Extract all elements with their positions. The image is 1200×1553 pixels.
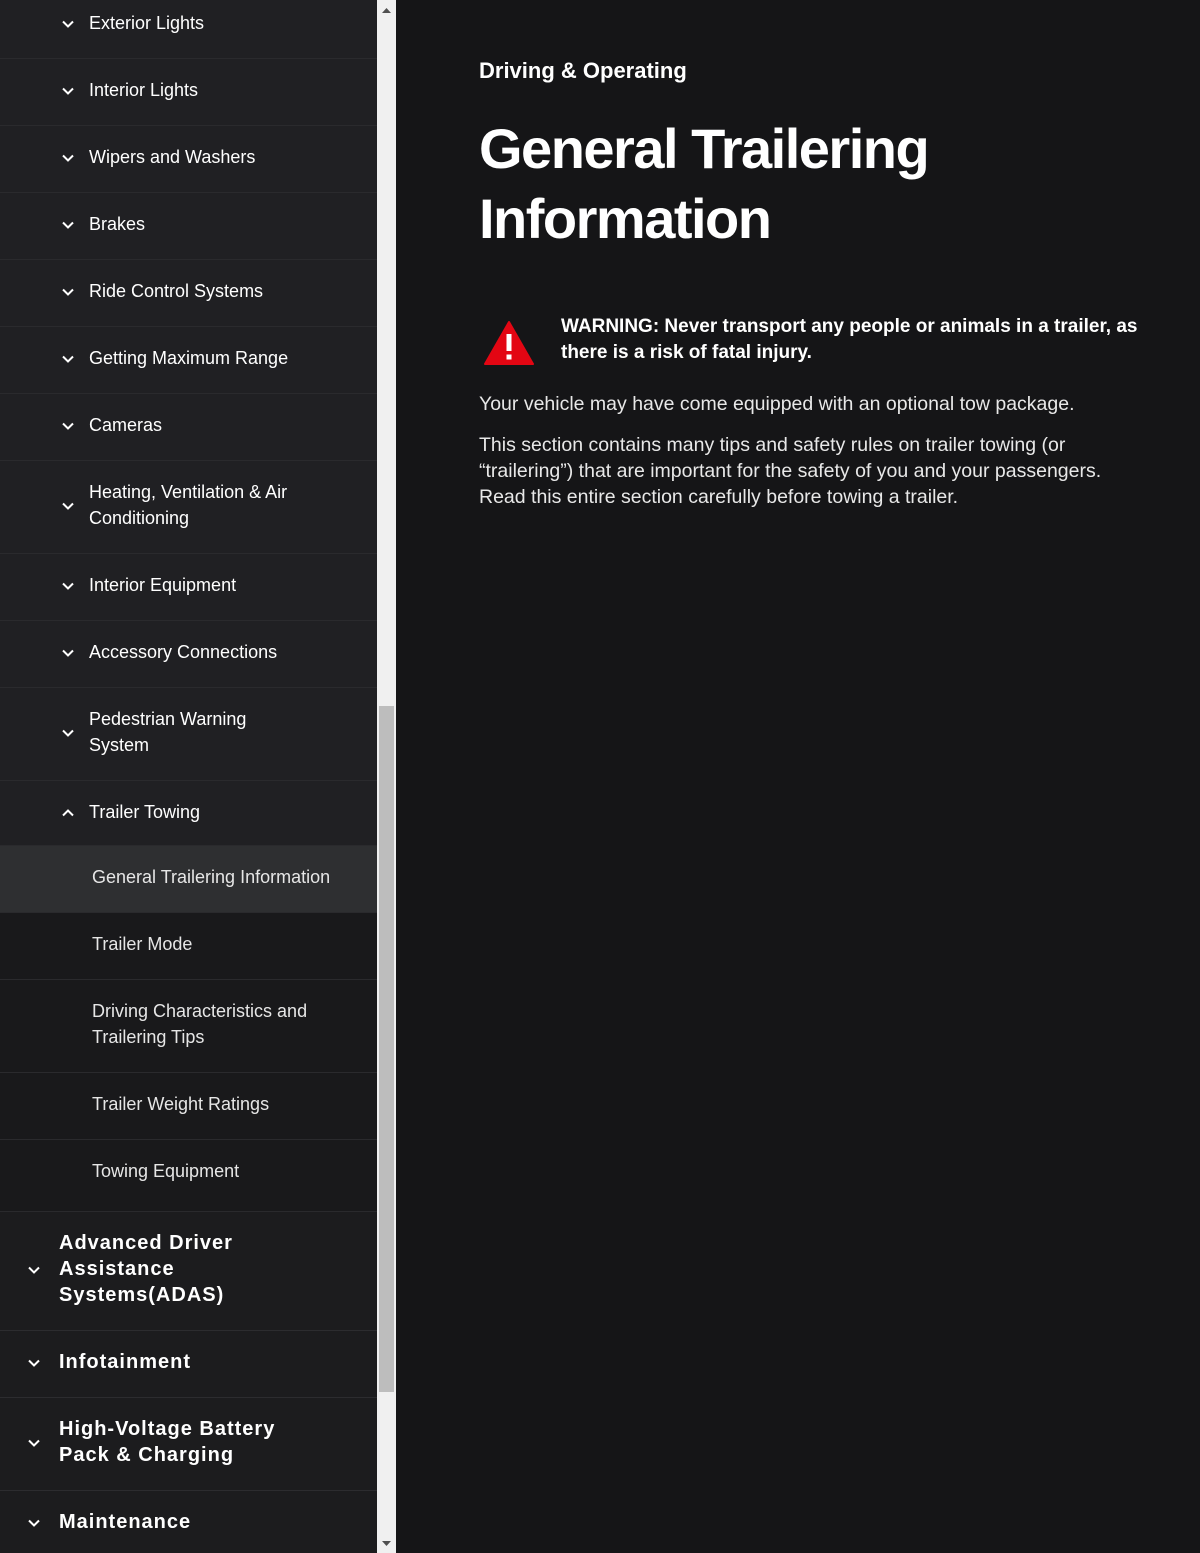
sidebar-item-label: Cameras: [89, 415, 163, 435]
body-paragraph: Your vehicle may have come equipped with an optional tow package.: [479, 393, 1075, 415]
scroll-down-arrow-icon[interactable]: [377, 1534, 396, 1553]
sidebar-item-label: Exterior Lights: [89, 13, 205, 33]
chevron-down-icon: [61, 84, 75, 98]
sidebar-section-label: Maintenance: [59, 1511, 192, 1533]
sidebar-item-interior-equipment[interactable]: [0, 554, 377, 621]
chevron-down-icon: [27, 1436, 41, 1450]
chevron-down-icon: [27, 1263, 41, 1277]
sidebar-item-cameras[interactable]: [0, 394, 377, 461]
sidebar-item-label: General Trailering Information: [92, 867, 331, 887]
sidebar-item-label: Trailer Mode: [92, 934, 193, 954]
sidebar-item-label: Wipers and Washers: [89, 147, 256, 167]
sidebar-item-interior-lights[interactable]: [0, 59, 377, 126]
chevron-down-icon: [61, 579, 75, 593]
chevron-down-icon: [61, 646, 75, 660]
sidebar-section-high-voltage-battery[interactable]: [0, 1398, 377, 1491]
sidebar-item-label: Heating, Ventilation & Air Conditioning: [89, 482, 288, 528]
sidebar-item-getting-maximum-range[interactable]: [0, 327, 377, 394]
chevron-down-icon: [61, 218, 75, 232]
sidebar-item-label: Ride Control Systems: [89, 281, 264, 301]
chevron-down-icon: [61, 151, 75, 165]
chevron-down-icon: [61, 285, 75, 299]
sidebar-section-label: Infotainment: [59, 1351, 191, 1373]
sidebar-item-brakes[interactable]: [0, 193, 377, 260]
sidebar-item-trailer-towing[interactable]: [0, 781, 377, 846]
sidebar-scrollbar[interactable]: [377, 0, 396, 1553]
chevron-down-icon: [61, 726, 75, 740]
chevron-down-icon: [61, 419, 75, 433]
sidebar-item-exterior-lights[interactable]: [0, 0, 377, 59]
sidebar-item-accessory-connections[interactable]: [0, 621, 377, 688]
scroll-up-arrow-icon[interactable]: [377, 0, 396, 19]
sidebar-item-pedestrian-warning-system[interactable]: [0, 688, 377, 781]
sidebar-item-towing-equipment[interactable]: [0, 1140, 377, 1212]
body-paragraph: This section contains many tips and safety rules on trailer towing (or “trailering”) that are important for the safety of you and your passengers. Read this entire section carefully before towing a trailer.: [479, 434, 1102, 508]
scrollbar-thumb[interactable]: [379, 706, 394, 1392]
sidebar-item-label: Trailer Towing: [89, 802, 201, 822]
warning-triangle-icon: [483, 320, 535, 366]
chevron-down-icon: [27, 1516, 41, 1530]
sidebar-item-label: Brakes: [89, 214, 146, 234]
sidebar-item-wipers-and-washers[interactable]: [0, 126, 377, 193]
breadcrumb[interactable]: Driving & Operating: [479, 58, 687, 83]
sidebar-item-trailer-mode[interactable]: [0, 913, 377, 980]
sidebar-item-label: Interior Lights: [89, 80, 199, 100]
sidebar-item-label: Interior Equipment: [89, 575, 237, 595]
sidebar-item-hvac[interactable]: [0, 461, 377, 554]
sidebar-item-label: Getting Maximum Range: [89, 348, 289, 368]
sidebar-item-general-trailering-information[interactable]: [0, 846, 377, 913]
sidebar-item-label: Trailer Weight Ratings: [92, 1094, 270, 1114]
warning-text: WARNING: Never transport any people or animals in a trailer, as there is a risk of fatal injury.: [561, 316, 1138, 363]
sidebar-section-label: High-Voltage Battery Pack & Charging: [59, 1418, 276, 1466]
sidebar-item-label: Driving Characteristics and Trailering Tips: [92, 1001, 308, 1047]
sidebar-section-maintenance[interactable]: [0, 1491, 377, 1553]
sidebar-section-infotainment[interactable]: [0, 1331, 377, 1398]
chevron-down-icon: [27, 1356, 41, 1370]
sidebar-nav: [0, 0, 377, 1553]
sidebar-item-ride-control-systems[interactable]: [0, 260, 377, 327]
sidebar-item-label: Towing Equipment: [92, 1161, 240, 1181]
sidebar-item-trailer-weight-ratings[interactable]: [0, 1073, 377, 1140]
page-title: General Trailering Information: [479, 117, 929, 250]
chevron-up-icon: [61, 806, 75, 820]
sidebar-section-label: Advanced Driver Assistance Systems(ADAS): [59, 1232, 233, 1306]
sidebar-section-adas[interactable]: [0, 1212, 377, 1331]
warning-callout: [479, 312, 1159, 372]
sidebar-item-driving-characteristics[interactable]: [0, 980, 377, 1073]
main-content: [396, 0, 1200, 1553]
sidebar-item-label: Accessory Connections: [89, 642, 278, 662]
chevron-down-icon: [61, 17, 75, 31]
chevron-down-icon: [61, 499, 75, 513]
sidebar-item-label: Pedestrian Warning System: [89, 709, 247, 755]
chevron-down-icon: [61, 352, 75, 366]
